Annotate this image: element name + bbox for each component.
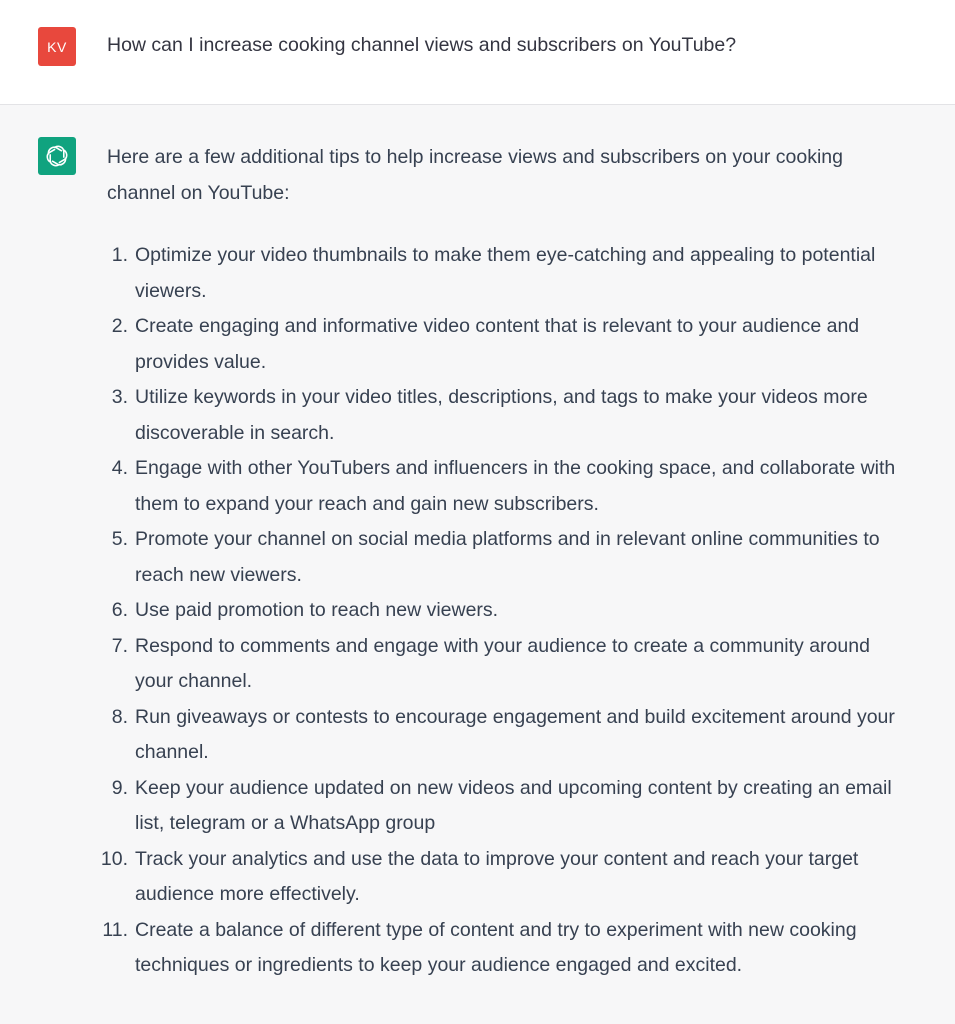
list-item bbox=[102, 913, 937, 984]
list-item-text: Track your analytics and use the data to improve your content and reach your target audience more effectively. bbox=[135, 847, 859, 905]
list-item-text: Promote your channel on social media platforms and in relevant online communities to reach new viewers. bbox=[135, 528, 880, 586]
list-item-text: Engage with other YouTubers and influencers in the cooking space, and collaborate with them to expand your reach and gain new subscribers. bbox=[135, 457, 896, 515]
user-avatar: KV bbox=[38, 27, 76, 66]
list-item bbox=[107, 238, 937, 309]
list-item-text: Optimize your video thumbnails to make them eye-catching and appealing to potential viewers. bbox=[135, 244, 876, 302]
list-item-number: 5. bbox=[111, 528, 128, 550]
list-item bbox=[107, 700, 937, 771]
list-item bbox=[107, 451, 937, 522]
list-item-number: 7. bbox=[111, 634, 128, 657]
list-item-text: Utilize keywords in your video titles, descriptions, and tags to make your videos more discoverable in search. bbox=[135, 386, 868, 444]
list-item-number: 11. bbox=[102, 918, 128, 941]
list-item bbox=[107, 593, 937, 629]
list-item-text: Use paid promotion to reach new viewers. bbox=[135, 599, 499, 621]
list-item bbox=[107, 522, 937, 593]
list-item bbox=[100, 842, 937, 913]
tips-list bbox=[100, 238, 937, 984]
list-item-number: 1. bbox=[111, 244, 128, 266]
list-item-number: 3. bbox=[111, 386, 128, 408]
user-message-text: How can I increase cooking channel views and subscribers on YouTube? bbox=[107, 34, 737, 56]
list-item-text: Create a balance of different type of content and try to experiment with new cooking techniques or ingredients to keep your audience engaged and excited. bbox=[135, 918, 857, 976]
user-message-row bbox=[0, 0, 955, 105]
list-item-number: 6. bbox=[111, 599, 128, 621]
list-item-number: 10. bbox=[100, 847, 128, 870]
list-item bbox=[107, 380, 937, 451]
assistant-message-row bbox=[0, 105, 955, 1024]
openai-logo-icon bbox=[38, 137, 76, 175]
assistant-answer bbox=[100, 140, 937, 984]
list-item-number: 2. bbox=[111, 315, 128, 337]
list-item-text: Keep your audience updated on new videos and upcoming content by creating an email list, telegram or a WhatsApp group bbox=[135, 776, 892, 834]
list-item-text: Create engaging and informative video content that is relevant to your audience and provides value. bbox=[135, 315, 860, 373]
list-item-number: 8. bbox=[111, 705, 128, 728]
assistant-intro-text: Here are a few additional tips to help increase views and subscribers on your cooking channel on YouTube: bbox=[107, 146, 843, 204]
list-item bbox=[107, 771, 937, 842]
list-item-text: Respond to comments and engage with your audience to create a community around your channel. bbox=[135, 634, 870, 692]
list-item-text: Run giveaways or contests to encourage engagement and build excitement around your channel. bbox=[135, 705, 895, 763]
list-item bbox=[107, 309, 937, 380]
list-item bbox=[107, 629, 937, 700]
list-item-number: 9. bbox=[111, 776, 128, 799]
list-item-number: 4. bbox=[111, 457, 128, 479]
